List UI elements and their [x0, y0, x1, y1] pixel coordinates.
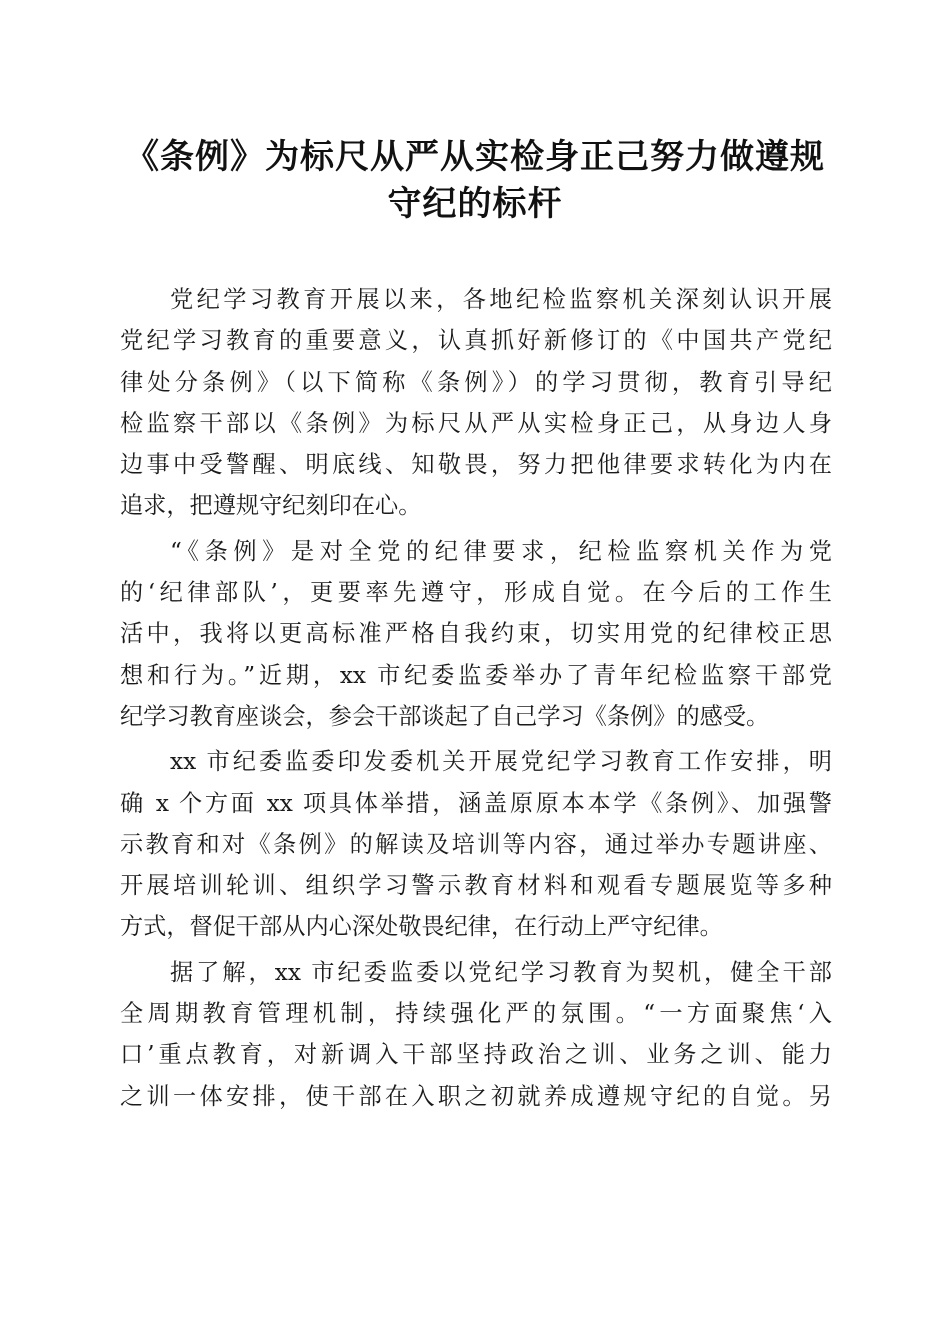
text-line: 党纪学习教育开展以来，各地纪检监察机关深刻认识开展 — [170, 286, 832, 313]
text-line: xx 市纪委监委印发委机关开展党纪学习教育工作安排，明 — [170, 748, 832, 776]
text-line: 党纪学习教育的重要意义，认真抓好新修订的《中国共产党纪 — [120, 327, 832, 355]
document-title — [110, 134, 840, 228]
text-line: 纪学习教育座谈会，参会干部谈起了自己学习《条例》的感受。 — [120, 702, 770, 730]
title-line: 守纪的标杆 — [387, 184, 563, 224]
text-line: 检监察干部以《条例》为标尺从严从实检身正己，从身边人身 — [120, 409, 832, 437]
text-line: 的‘纪律部队’，更要率先遵守，形成自觉。在今后的工作生 — [120, 579, 832, 607]
title-line: 《条例》为标尺从严从实检身正己努力做遵规 — [125, 137, 825, 177]
document-body — [120, 279, 832, 1121]
text-line: 想和行为。”近期，xx 市纪委监委举办了青年纪检监察干部党 — [120, 661, 832, 689]
text-line: 开展培训轮训、组织学习警示教育材料和观看专题展览等多种 — [120, 872, 832, 900]
text-line: 律处分条例》（以下简称《条例》）的学习贯彻，教育引导纪 — [120, 368, 832, 396]
text-line: 确 x 个方面 xx 项具体举措，涵盖原原本本学《条例》、加强警 — [120, 789, 832, 817]
text-line: 边事中受警醒、明底线、知敬畏，努力把他律要求转化为内在 — [120, 451, 832, 479]
paragraph — [120, 741, 832, 947]
text-line: 追求，把遵规守纪刻印在心。 — [120, 492, 422, 520]
text-line: 全周期教育管理机制，持续强化严的氛围。“一方面聚焦‘入 — [120, 1000, 832, 1028]
paragraph — [120, 279, 832, 527]
paragraph — [120, 531, 832, 737]
text-line: “《条例》是对全党的纪律要求，纪检监察机关作为党 — [170, 537, 832, 565]
paragraph — [120, 952, 832, 1117]
text-line: 之训一体安排，使干部在入职之初就养成遵规守纪的自觉。另 — [120, 1082, 832, 1110]
text-line: 方式，督促干部从内心深处敬畏纪律，在行动上严守纪律。 — [120, 913, 723, 941]
text-line: 据了解，xx 市纪委监委以党纪学习教育为契机，健全干部 — [170, 958, 832, 986]
text-line: 示教育和对《条例》的解读及培训等内容，通过举办专题讲座、 — [120, 830, 832, 858]
text-line: 口’重点教育，对新调入干部坚持政治之训、业务之训、能力 — [120, 1041, 832, 1069]
text-line: 活中，我将以更高标准严格自我约束，切实用党的纪律校正思 — [120, 620, 832, 648]
